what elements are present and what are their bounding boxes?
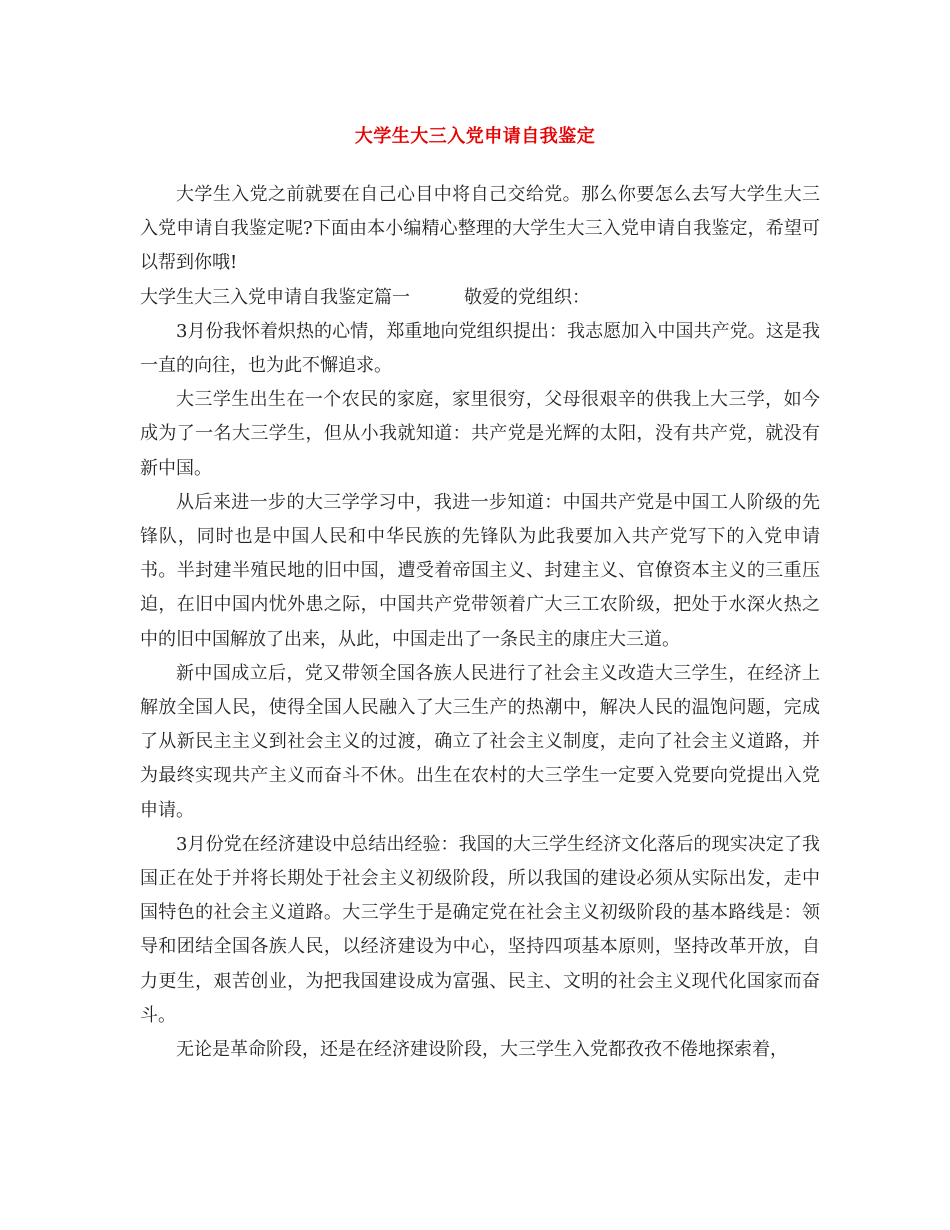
- document-title: 大学生大三入党申请自我鉴定: [354, 126, 596, 147]
- body-paragraph-2: 大三学生出生在一个农民的家庭，家里很穷，父母很艰辛的供我上大三学，如今成为了一名大三学生，但从小我就知道：共产党是光辉的太阳，没有共产党，就没有新中国。: [140, 389, 820, 479]
- body-paragraph-4: 新中国成立后，党又带领全国各族人民进行了社会主义改造大三学生，在经济上解放全国人民，使得全国人民融入了大三生产的热潮中，解决人民的温饱问题，完成了从新民主主义到社会主义的过渡，确立了社会主义制度，走向了社会主义道路，并为最终实现共产主义而奋斗不休。出生在农村的大三学生一定要入党要向党提出入党申请。: [140, 662, 820, 821]
- body-paragraph-6: 无论是革命阶段，还是在经济建设阶段，大三学生入党都孜孜不倦地探索着，: [176, 1039, 788, 1061]
- salutation: 敬爱的党组织：: [464, 286, 590, 308]
- body-paragraph-1: 3月份我怀着炽热的心情，郑重地向党组织提出：我志愿加入中国共产党。这是我一直的向往，也为此不懈追求。: [140, 320, 820, 377]
- section-heading-line: [140, 281, 820, 315]
- body-paragraph-5: 3月份党在经济建设中总结出经验：我国的大三学生经济文化落后的现实决定了我国正在处于并将长期处于社会主义初级阶段，所以我国的建设必须从实际出发，走中国特色的社会主义道路。大三学生于是确定党在社会主义初级阶段的基本路线是：领导和团结全国各族人民，以经济建设为中心，坚持四项基本原则，坚持改革开放，自力更生，艰苦创业，为把我国建设成为富强、民主、文明的社会主义现代化国家而奋斗。: [140, 833, 820, 1026]
- section-heading: 大学生大三入党申请自我鉴定篇一: [140, 286, 410, 308]
- intro-paragraph: 大学生入党之前就要在自己心目中将自己交给党。那么你要怎么去写大学生大三入党申请自我鉴定呢?下面由本小编精心整理的大学生大三入党申请自我鉴定，希望可以帮到你哦!: [140, 184, 820, 274]
- body-paragraph-3: 从后来进一步的大三学学习中，我进一步知道：中国共产党是中国工人阶级的先锋队，同时也是中国人民和中华民族的先锋队为此我要加入共产党写下的入党申请书。半封建半殖民地的旧中国，遭受着帝国主义、封建主义、官僚资本主义的三重压迫，在旧中国内忧外患之际，中国共产党带领着广大三工农阶级，把处于水深火热之中的旧中国解放了出来，从此，中国走出了一条民主的康庄大三道。: [140, 491, 820, 650]
- document-body: [140, 178, 820, 1067]
